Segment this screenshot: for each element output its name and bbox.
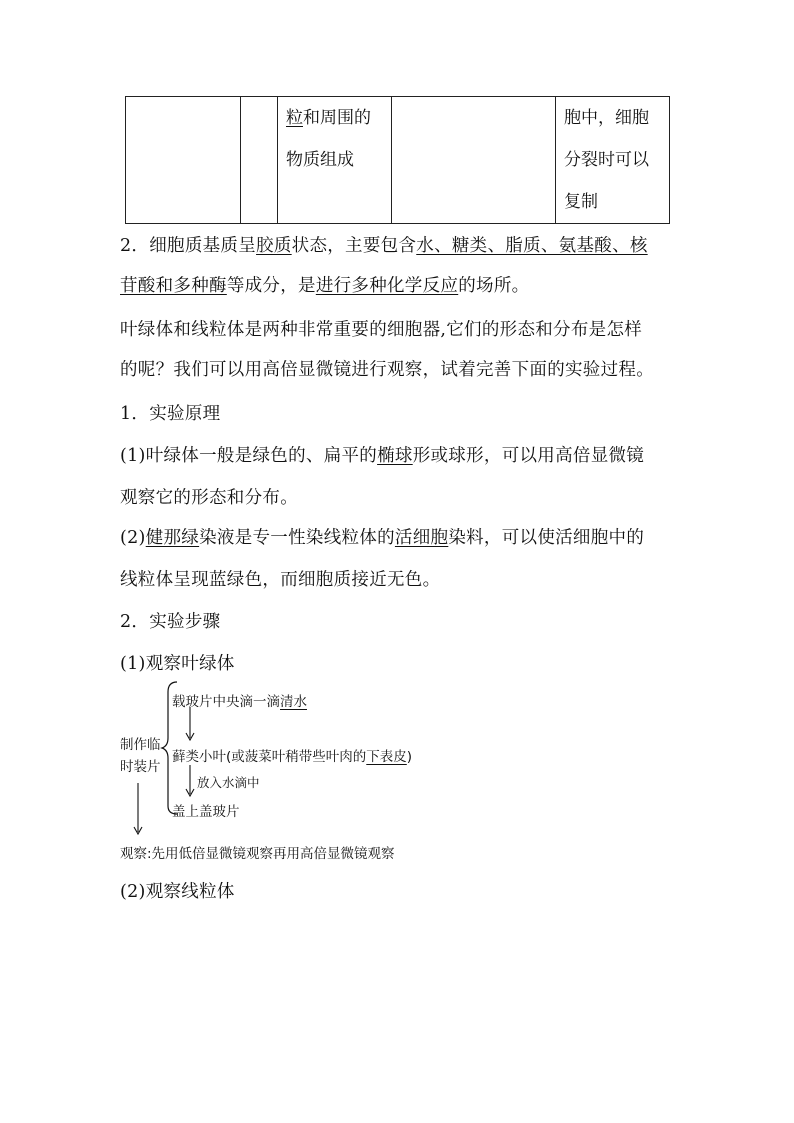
blank-answer: 下表皮 (366, 749, 407, 765)
intro-line2: 的呢？我们可以用高倍显微镜进行观察，试着完善下面的实验过程。 (120, 360, 654, 380)
observe-line: 观察:先用低倍显微镜观察再用高倍显微镜观察 (120, 846, 395, 862)
cell-text: 和周围的 (303, 108, 371, 128)
text-span: 藓类小叶(或菠菜叶稍带些叶肉的 (172, 749, 367, 765)
text-span: 染液是专一性染线粒体的 (199, 528, 395, 548)
principle1-line2: 观察它的形态和分布。 (120, 488, 298, 508)
group-label-line2: 时装片 (120, 759, 161, 775)
arrow-note: 放入水滴中 (197, 775, 260, 790)
cell-text: 复制 (564, 192, 598, 212)
text-span: (1)叶绿体一般是绿色的、扁平的 (120, 446, 378, 466)
cell-text: 粒 (286, 108, 303, 128)
blank-answer: 胶质 (256, 236, 292, 256)
blank-answer: 水、糖类、脂质、氨基酸、核 (416, 236, 648, 256)
step-item-2 (172, 745, 412, 765)
step-item-1 (172, 690, 307, 710)
blank-answer: 进行多种化学反应 (315, 276, 459, 296)
blank-answer: 清水 (280, 694, 307, 710)
text-span: ) (406, 749, 413, 765)
heading-principle: 1．实验原理 (120, 404, 221, 424)
text-span: 染料，可以使活细胞中的 (448, 528, 645, 548)
blank-answer: 椭球 (377, 446, 413, 466)
text-span: 形或球形，可以用高倍显微镜 (412, 446, 645, 466)
text-span: 等成分，是 (226, 276, 316, 296)
cell-text: 分裂时可以 (564, 150, 649, 170)
blank-answer: 活细胞 (394, 528, 449, 548)
intro-line1: 叶绿体和线粒体是两种非常重要的细胞器,它们的形态和分布是怎样 (120, 320, 643, 340)
heading-steps: 2．实验步骤 (120, 612, 221, 632)
step-item-3: 盖上盖玻片 (172, 804, 240, 820)
blank-answer: 健那绿 (145, 528, 200, 548)
text-span: 2．细胞质基质呈 (120, 236, 257, 256)
text-span: 状态，主要包含 (291, 236, 417, 256)
text-span: 的场所。 (458, 276, 530, 296)
cell-text: 胞中，细胞 (564, 108, 649, 128)
blank-answer: 苷酸和多种酶 (120, 276, 227, 296)
principle2-line2: 线粒体呈现蓝绿色，而细胞质接近无色。 (120, 570, 441, 590)
step2-title: (2)观察线粒体 (120, 882, 235, 902)
text-span: 载玻片中央滴一滴 (172, 694, 280, 710)
step1-title: (1)观察叶绿体 (120, 654, 235, 674)
cell-text: 物质组成 (286, 150, 354, 170)
group-label-line1: 制作临 (120, 737, 161, 753)
text-span: (2) (120, 528, 146, 548)
